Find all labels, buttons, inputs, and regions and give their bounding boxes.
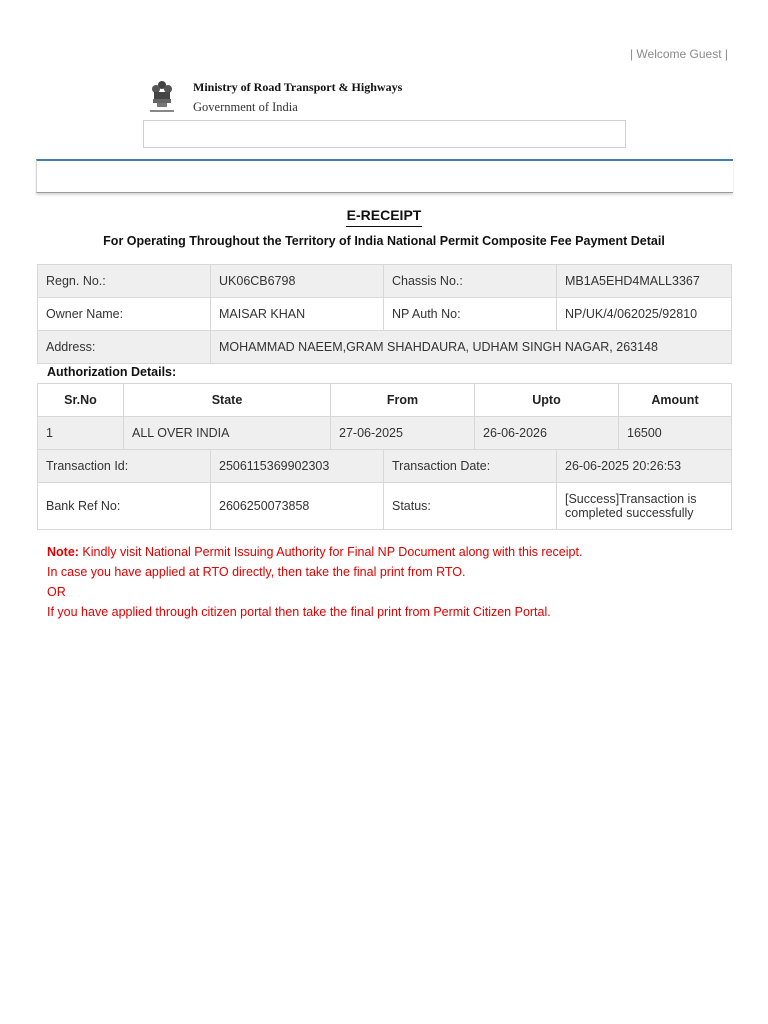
table-row bbox=[38, 417, 732, 450]
receipt-subtitle: For Operating Throughout the Territory of India National Permit Composite Fee Payment Detail bbox=[103, 234, 665, 248]
table-row bbox=[38, 298, 732, 331]
cell-srno: 1 bbox=[38, 417, 124, 450]
cell-upto: 26-06-2026 bbox=[475, 417, 619, 450]
header-banner-box bbox=[143, 120, 626, 148]
cell-state: ALL OVER INDIA bbox=[124, 417, 331, 450]
col-header-state: State bbox=[124, 384, 331, 417]
chassis-value: MB1A5EHD4MALL3367 bbox=[557, 265, 732, 298]
table-header-row bbox=[38, 384, 732, 417]
receipt-title-text: E-RECEIPT bbox=[346, 207, 423, 227]
table-row bbox=[38, 450, 732, 483]
col-header-amount: Amount bbox=[619, 384, 732, 417]
bank-ref-label: Bank Ref No: bbox=[38, 483, 211, 530]
national-emblem-icon bbox=[148, 80, 176, 116]
welcome-guest-text: | Welcome Guest | bbox=[629, 47, 728, 61]
note-line-3: OR bbox=[47, 585, 66, 599]
note-line-2: In case you have applied at RTO directly, then take the final print from RTO. bbox=[47, 565, 466, 579]
government-name: Government of India bbox=[193, 100, 298, 114]
owner-label: Owner Name: bbox=[38, 298, 211, 331]
bank-ref-value: 2606250073858 bbox=[211, 483, 384, 530]
table-row bbox=[38, 483, 732, 530]
receipt-title bbox=[0, 207, 768, 227]
note-text-1: Kindly visit National Permit Issuing Authority for Final NP Document along with this receipt. bbox=[78, 545, 583, 559]
status-value: [Success]Transaction is completed successfully bbox=[557, 483, 732, 530]
chassis-label: Chassis No.: bbox=[384, 265, 557, 298]
ministry-name: Ministry of Road Transport & Highways bbox=[193, 80, 403, 94]
txn-date-label: Transaction Date: bbox=[384, 450, 557, 483]
np-auth-value: NP/UK/4/062025/92810 bbox=[557, 298, 732, 331]
regn-label: Regn. No.: bbox=[38, 265, 211, 298]
transaction-table bbox=[37, 449, 732, 530]
address-label: Address: bbox=[38, 331, 211, 364]
cell-amount: 16500 bbox=[619, 417, 732, 450]
address-value: MOHAMMAD NAEEM,GRAM SHAHDAURA, UDHAM SINGH NAGAR, 263148 bbox=[211, 331, 732, 364]
txn-id-label: Transaction Id: bbox=[38, 450, 211, 483]
status-label: Status: bbox=[384, 483, 557, 530]
vehicle-details-table bbox=[37, 264, 732, 364]
col-header-from: From bbox=[331, 384, 475, 417]
note-label: Note: bbox=[47, 545, 79, 559]
owner-value: MAISAR KHAN bbox=[211, 298, 384, 331]
txn-date-value: 26-06-2025 20:26:53 bbox=[557, 450, 732, 483]
note-line-4: If you have applied through citizen portal then take the final print from Permit Citizen Portal. bbox=[47, 605, 551, 619]
authorization-details-label: Authorization Details: bbox=[47, 365, 177, 379]
navigation-bar bbox=[36, 159, 733, 193]
regn-value: UK06CB6798 bbox=[211, 265, 384, 298]
table-row bbox=[38, 265, 732, 298]
authorization-table bbox=[37, 383, 732, 450]
txn-id-value: 2506115369902303 bbox=[211, 450, 384, 483]
cell-from: 27-06-2025 bbox=[331, 417, 475, 450]
table-row bbox=[38, 331, 732, 364]
np-auth-label: NP Auth No: bbox=[384, 298, 557, 331]
col-header-upto: Upto bbox=[475, 384, 619, 417]
notes-block bbox=[47, 542, 582, 622]
note-line-1 bbox=[47, 542, 582, 562]
col-header-srno: Sr.No bbox=[38, 384, 124, 417]
